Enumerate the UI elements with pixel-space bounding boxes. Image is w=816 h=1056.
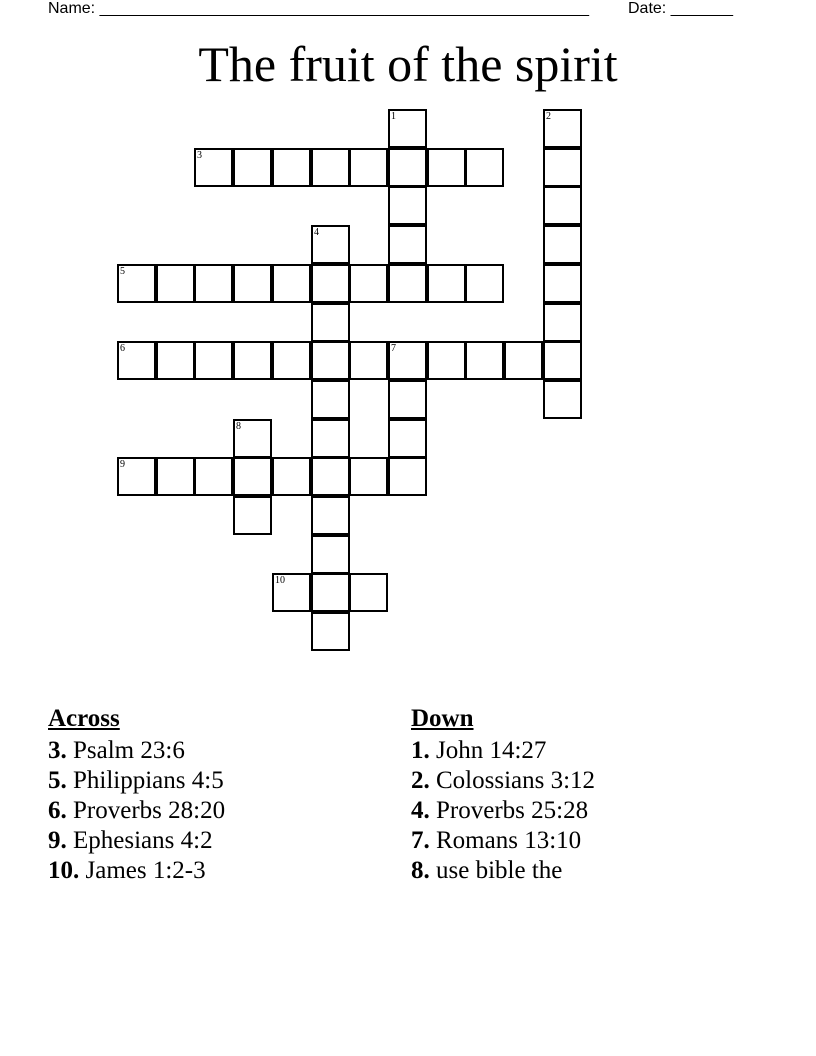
- name-field[interactable]: Name: _______________________________________________________: [48, 0, 589, 17]
- grid-cell[interactable]: [311, 341, 350, 380]
- grid-cell[interactable]: [311, 457, 350, 496]
- clue-number-label: 4: [314, 227, 319, 238]
- grid-cell[interactable]: [272, 148, 311, 187]
- grid-cell[interactable]: [388, 457, 427, 496]
- grid-cell[interactable]: [311, 380, 350, 419]
- clue-across-6: [48, 796, 225, 826]
- grid-cell[interactable]: [272, 341, 311, 380]
- clue-text: Psalm 23:6: [73, 737, 185, 764]
- grid-cell[interactable]: [543, 380, 582, 419]
- clue-across-5: [48, 766, 225, 796]
- clue-across-3: [48, 736, 225, 766]
- grid-cell[interactable]: [194, 341, 233, 380]
- grid-cell[interactable]: [311, 264, 350, 303]
- grid-cell[interactable]: [311, 496, 350, 535]
- grid-cell[interactable]: [349, 148, 388, 187]
- grid-cell[interactable]: [272, 573, 311, 612]
- grid-cell[interactable]: [156, 341, 195, 380]
- page-title: The fruit of the spirit: [198, 36, 618, 92]
- grid-cell[interactable]: [156, 457, 195, 496]
- grid-cell[interactable]: [349, 573, 388, 612]
- grid-cell[interactable]: [349, 341, 388, 380]
- grid-cell[interactable]: [311, 225, 350, 264]
- clue-number-label: 8: [236, 421, 241, 432]
- clue-down-8: [411, 856, 595, 886]
- grid-cell[interactable]: [465, 341, 504, 380]
- clue-number: 4.: [411, 797, 430, 824]
- grid-cell[interactable]: [194, 148, 233, 187]
- grid-cell[interactable]: [117, 341, 156, 380]
- grid-cell[interactable]: [543, 303, 582, 342]
- clue-number-label: 2: [546, 111, 551, 122]
- grid-cell[interactable]: [465, 264, 504, 303]
- clue-number: 6.: [48, 797, 67, 824]
- clue-text: Philippians 4:5: [73, 767, 224, 794]
- grid-cell[interactable]: [388, 186, 427, 225]
- clue-text: John 14:27: [436, 737, 547, 764]
- grid-cell[interactable]: [349, 264, 388, 303]
- clue-number-label: 1: [391, 111, 396, 122]
- clue-text: Colossians 3:12: [436, 767, 596, 794]
- grid-cell[interactable]: [388, 341, 427, 380]
- grid-cell[interactable]: [272, 264, 311, 303]
- clue-number-label: 9: [120, 459, 125, 470]
- grid-cell[interactable]: [194, 264, 233, 303]
- grid-cell[interactable]: [349, 457, 388, 496]
- grid-cell[interactable]: [233, 264, 272, 303]
- grid-cell[interactable]: [311, 573, 350, 612]
- across-clues: [48, 704, 225, 886]
- clue-across-10: [48, 856, 225, 886]
- down-heading: Down: [411, 705, 474, 732]
- clue-number: 1.: [411, 737, 430, 764]
- clue-number-label: 3: [197, 150, 202, 161]
- grid-cell[interactable]: [388, 264, 427, 303]
- grid-cell[interactable]: [311, 303, 350, 342]
- clue-number: 5.: [48, 767, 67, 794]
- grid-cell[interactable]: [117, 264, 156, 303]
- grid-cell[interactable]: [194, 457, 233, 496]
- grid-cell[interactable]: [272, 457, 311, 496]
- grid-cell[interactable]: [388, 380, 427, 419]
- grid-cell[interactable]: [427, 264, 466, 303]
- grid-cell[interactable]: [156, 264, 195, 303]
- clue-text: Romans 13:10: [436, 827, 582, 854]
- clue-number-label: 5: [120, 266, 125, 277]
- grid-cell[interactable]: [233, 457, 272, 496]
- clue-text: Proverbs 28:20: [73, 797, 226, 824]
- down-clues: [411, 704, 595, 886]
- across-heading: Across: [48, 705, 120, 732]
- grid-cell[interactable]: [311, 612, 350, 651]
- clue-number: 8.: [411, 857, 430, 884]
- clue-across-9: [48, 826, 225, 856]
- grid-cell[interactable]: [233, 148, 272, 187]
- clue-text: use bible the: [436, 857, 563, 884]
- grid-cell[interactable]: [311, 419, 350, 458]
- clue-number: 3.: [48, 737, 67, 764]
- grid-cell[interactable]: [311, 148, 350, 187]
- grid-cell[interactable]: [388, 225, 427, 264]
- grid-cell[interactable]: [543, 109, 582, 148]
- grid-cell[interactable]: [233, 496, 272, 535]
- clue-text: Ephesians 4:2: [73, 827, 213, 854]
- grid-cell[interactable]: [543, 148, 582, 187]
- grid-cell[interactable]: [543, 186, 582, 225]
- grid-cell[interactable]: [117, 457, 156, 496]
- grid-cell[interactable]: [504, 341, 543, 380]
- clue-number: 7.: [411, 827, 430, 854]
- clue-down-7: [411, 826, 595, 856]
- clue-down-2: [411, 766, 595, 796]
- grid-cell[interactable]: [543, 225, 582, 264]
- grid-cell[interactable]: [233, 419, 272, 458]
- clue-number: 9.: [48, 827, 67, 854]
- grid-cell[interactable]: [543, 264, 582, 303]
- grid-cell[interactable]: [543, 341, 582, 380]
- grid-cell[interactable]: [388, 148, 427, 187]
- grid-cell[interactable]: [311, 535, 350, 574]
- clue-down-1: [411, 736, 595, 766]
- clue-text: Proverbs 25:28: [436, 797, 589, 824]
- clue-number-label: 7: [391, 343, 396, 354]
- clue-down-4: [411, 796, 595, 826]
- clue-number: 10.: [48, 857, 80, 884]
- grid-cell[interactable]: [388, 109, 427, 148]
- clue-number: 2.: [411, 767, 430, 794]
- grid-cell[interactable]: [427, 341, 466, 380]
- grid-cell[interactable]: [233, 341, 272, 380]
- grid-cell[interactable]: [465, 148, 504, 187]
- grid-cell[interactable]: [388, 419, 427, 458]
- date-field[interactable]: Date: _______: [628, 0, 733, 17]
- clue-text: James 1:2-3: [85, 857, 206, 884]
- clue-number-label: 6: [120, 343, 125, 354]
- clue-number-label: 10: [275, 575, 285, 586]
- grid-cell[interactable]: [427, 148, 466, 187]
